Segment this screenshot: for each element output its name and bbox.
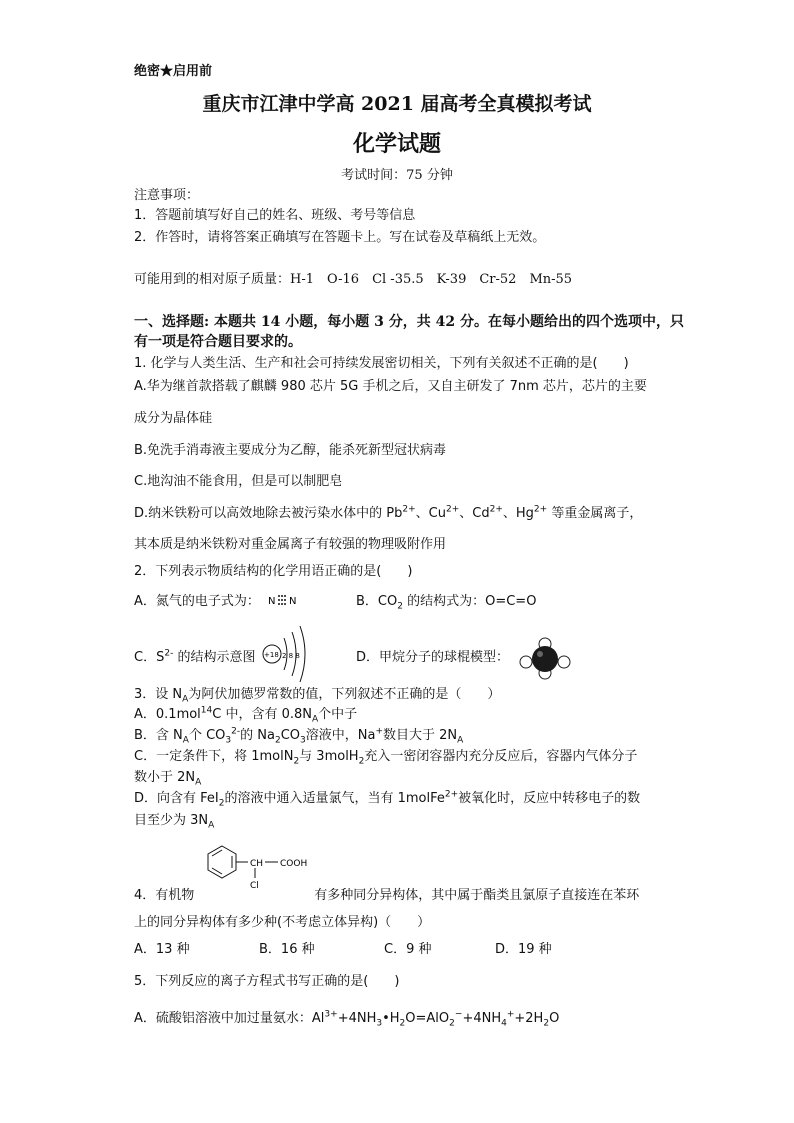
q4-option-a: A．13 种: [134, 942, 190, 957]
q3-option-c-line-1: C．一定条件下，将 1molN$_2$与 3molH$_2$充入一密闭容器内充分反应后，容器内气体分子: [134, 749, 638, 767]
svg-text:+18: +18: [264, 651, 279, 659]
q1-option-b: B.免洗手消毒液主要成分为乙醇，能杀死新型冠状病毒: [134, 443, 447, 458]
chlorophenylacetic-acid-structure: [200, 840, 320, 892]
q4-option-c: C．9 种: [384, 942, 432, 957]
q3-stem: 3．设 $N_A$为阿伏加德罗常数的值，下列叙述不正确的是（ ）: [134, 687, 501, 705]
svg-text:N: N: [268, 596, 276, 607]
exam-subtitle: 化学试题: [352, 131, 441, 157]
q2-stem: 2．下列表示物质结构的化学用语正确的是( ): [134, 564, 413, 579]
methane-ball-stick-model: [518, 636, 572, 680]
q1-option-a-line-1: A.华为继首款搭载了麒麟 980 芯片 5G 手机之后，又自主研发了 7nm 芯片，芯片的主要: [134, 379, 647, 394]
q4-option-d: D．19 种: [495, 942, 552, 957]
q5-stem: 5．下列反应的离子方程式书写正确的是( ): [134, 974, 400, 989]
section-heading-line-2: 有一项是符合题目要求的。: [134, 334, 302, 350]
exam-title: 重庆市江津中学高 2021 届高考全真模拟考试: [202, 93, 592, 115]
svg-text:Cl: Cl: [250, 881, 259, 891]
q2-option-b: B．$CO_2$ 的结构式为：O=C=O: [356, 594, 537, 612]
atomic-masses: 可能用到的相对原子质量：H-1 O-16 Cl -35.5 K-39 Cr-52 Mn-55: [134, 272, 573, 287]
exam-time: 考试时间：75 分钟: [341, 168, 453, 183]
q3-option-c-line-2: 数小于 $2N_A$: [134, 770, 202, 788]
q1-option-a-line-2: 成分为晶体硅: [134, 411, 213, 426]
svg-text:2 8 8: 2 8 8: [282, 652, 300, 660]
q4-stem-line-1: 4．有机物 有多种同分异构体，其中属于酯类且氯原子直接连在苯环: [134, 888, 640, 903]
q1-option-d-line-1: D.纳米铁粉可以高效地除去被污染水体中的 $Pb^{2+}$、$Cu^{2+}$、$Cd^{2+}$、$Hg^{2+}$ 等重金属离子，: [134, 504, 643, 521]
q3-option-d-line-1: D．向含有 FeI$_2$的溶液中通入适量氯气，当有 1molFe$^{2+}$被氧化时，反应中转移电子的数: [134, 789, 641, 809]
q2-option-d: D．甲烷分子的球棍模型：: [356, 650, 510, 665]
q1-option-d-line-2: 其本质是纳米铁粉对重金属离子有较强的物理吸附作用: [134, 537, 447, 552]
confidential-label: 绝密★启用前: [134, 64, 213, 79]
q3-option-a: A．0.1mol$^{14}$C 中，含有 $0.8N_A$个中子: [134, 705, 358, 725]
section-heading-line-1: 一、选择题: 本题共 14 小题，每小题 3 分，共 42 分。在每小题给出的四个选项中，只: [134, 314, 684, 330]
q2-option-a: A．氮气的电子式为：: [134, 594, 260, 609]
q1-stem: 1. 化学与人类生活、生产和社会可持续发展密切相关，下列有关叙述不正确的是( ): [134, 356, 629, 371]
q3-option-d-line-2: 目至少为 $3N_A$: [134, 813, 215, 831]
notice-heading: 注意事项：: [134, 188, 200, 203]
n2-electron-formula: [268, 592, 304, 608]
notice-item-2: 2．作答时，请将答案正确填写在答题卡上。写在试卷及草稿纸上无效。: [134, 230, 546, 245]
svg-text:CH: CH: [250, 859, 264, 869]
svg-text:COOH: COOH: [280, 859, 308, 869]
notice-item-1: 1．答题前填写好自己的姓名、班级、考号等信息: [134, 208, 416, 223]
q1-option-c: C.地沟油不能食用，但是可以制肥皂: [134, 474, 343, 489]
svg-text:N: N: [289, 596, 297, 607]
sulfide-ion-structure-diagram: [260, 624, 316, 682]
q5-option-a: A．硫酸铝溶液中加过量氨水：$Al^{3+}+4NH_3•H_2O=AlO_2^-+4NH_4^++2H_2O$: [134, 1009, 560, 1029]
q4-stem-line-2: 上的同分异构体有多少种(不考虑立体异构)（ ）: [134, 915, 431, 930]
q3-option-b: B．含 $N_A$个 $CO_3^{2-}$的 $Na_2CO_3$溶液中，Na+数目大于 $2N_A$: [134, 726, 464, 746]
q4-option-b: B．16 种: [259, 942, 315, 957]
q2-option-c: C．$S^{2-}$ 的结构示意图: [134, 648, 256, 665]
